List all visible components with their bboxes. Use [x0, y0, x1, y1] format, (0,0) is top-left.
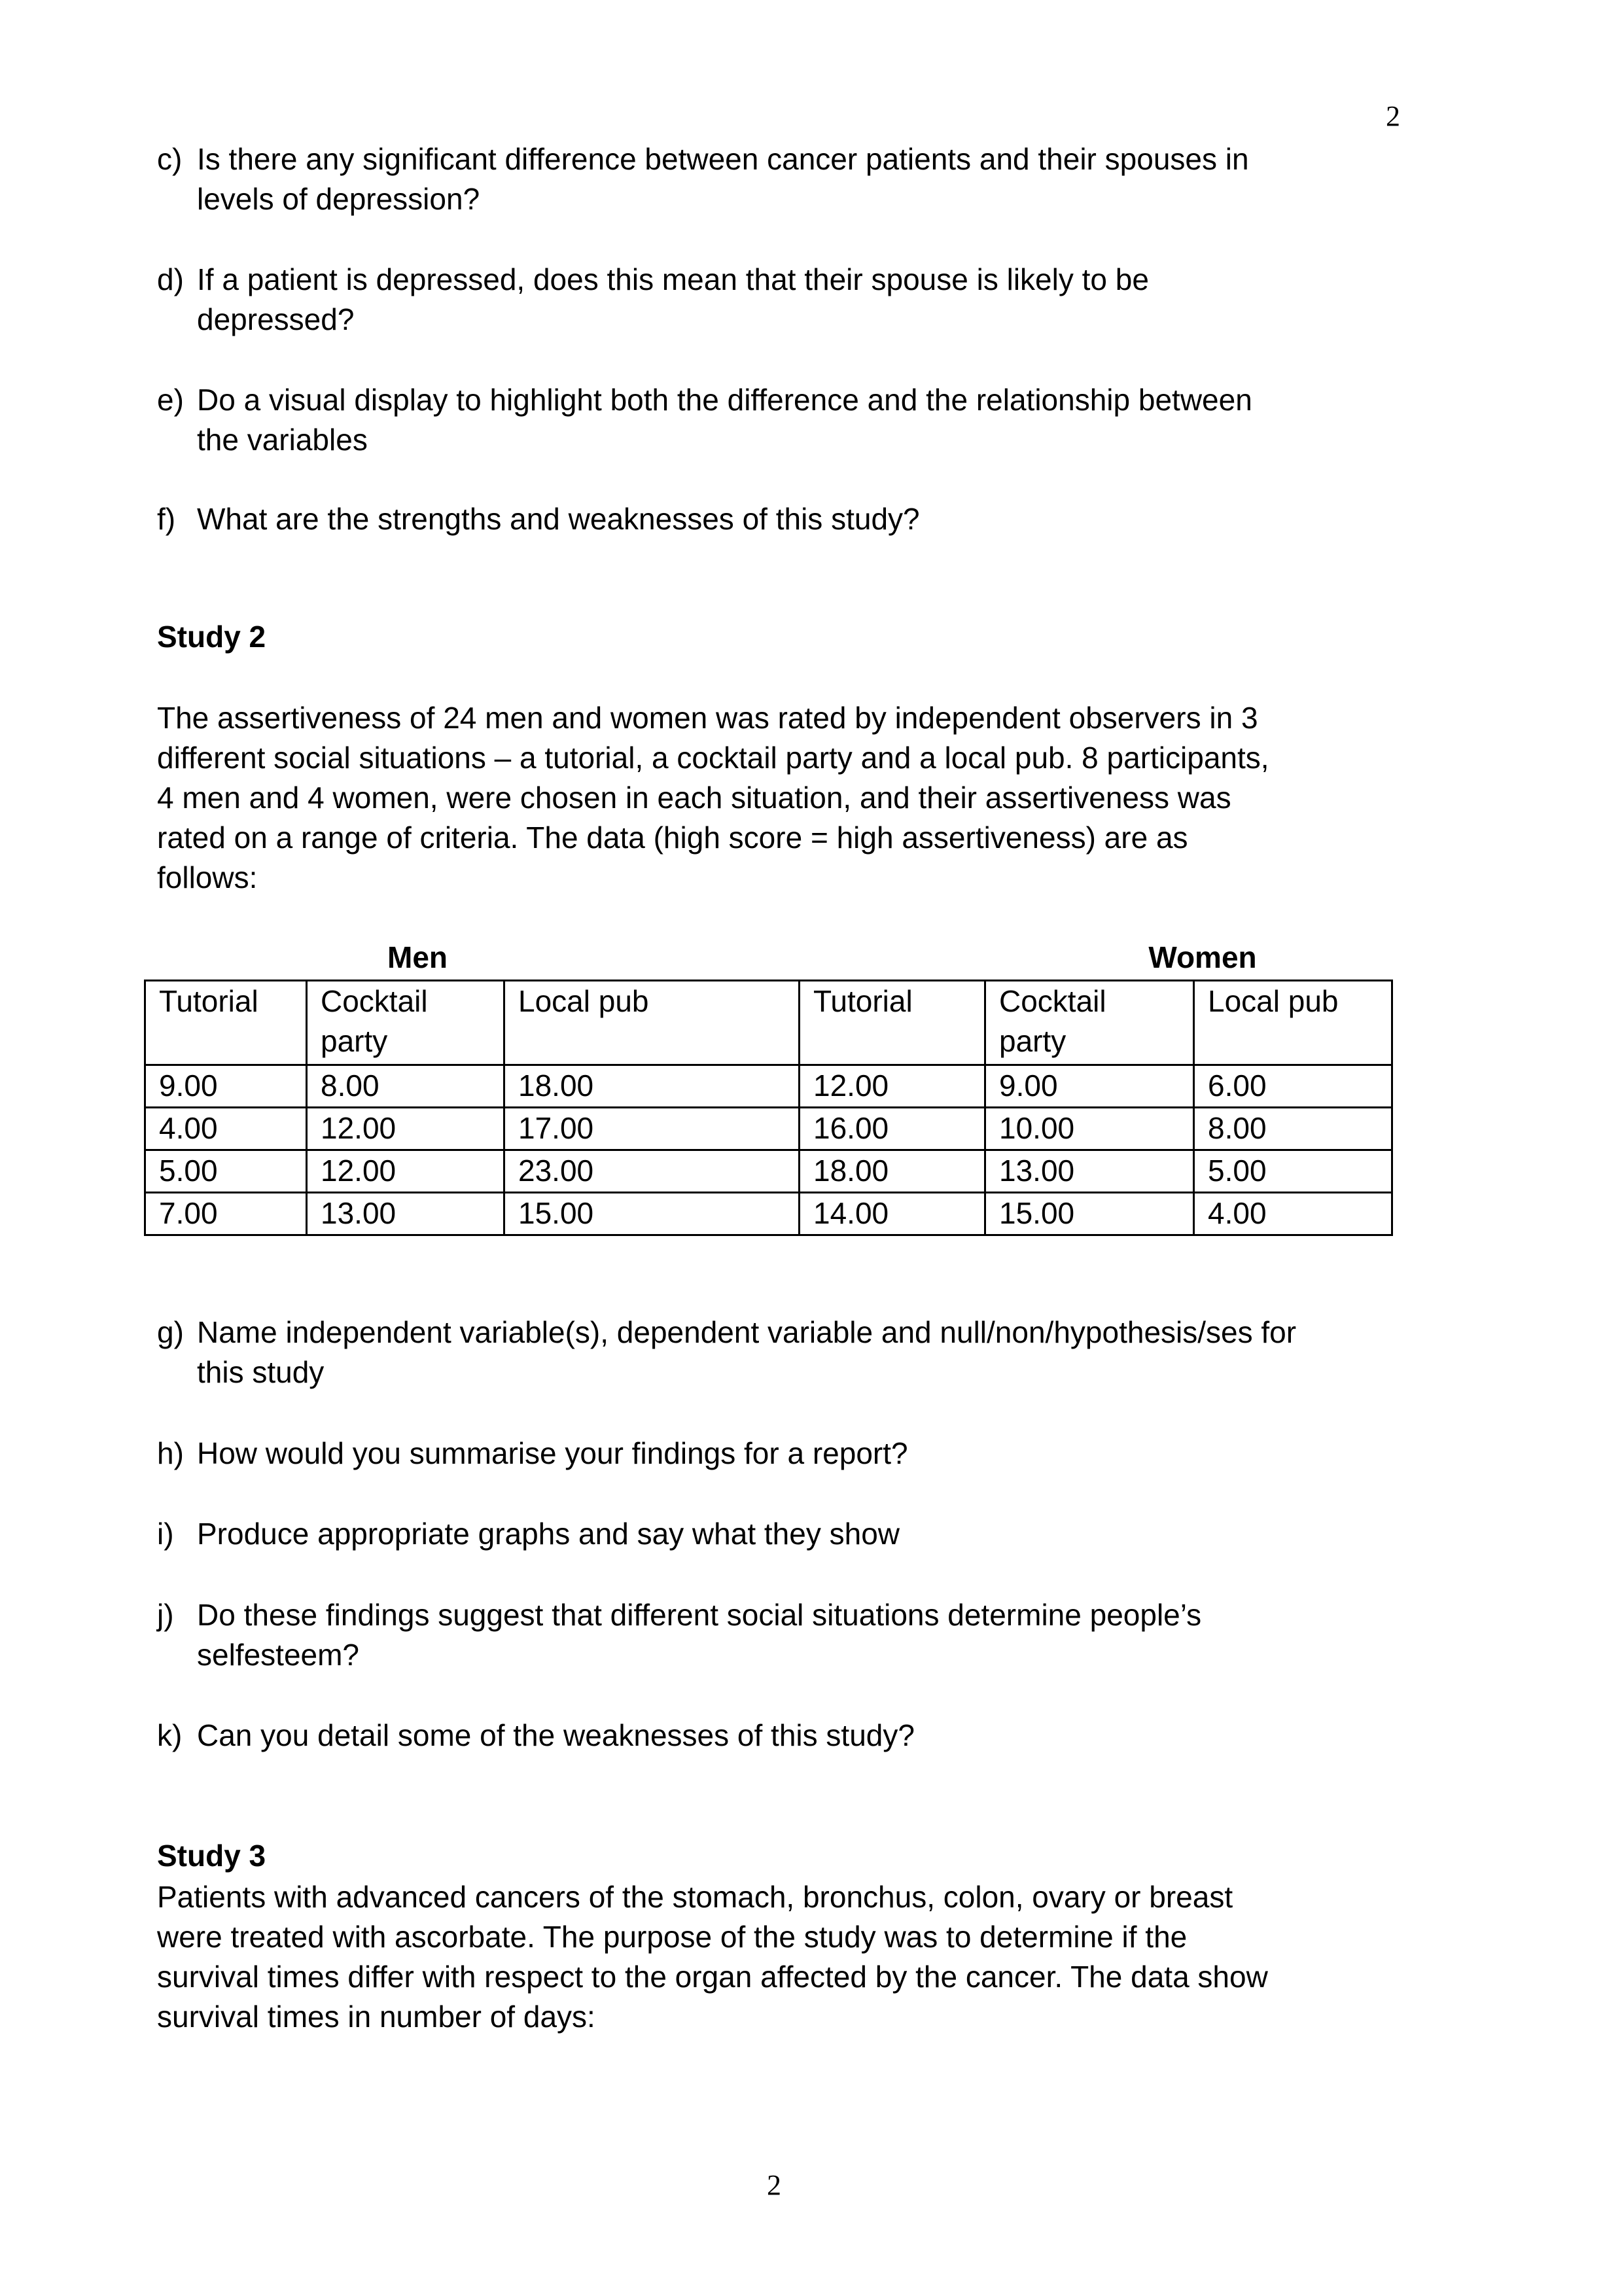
question-label: g) [157, 1315, 184, 1349]
question-text: levels of depression? [197, 182, 480, 216]
study-3-heading: Study 3 [157, 1839, 266, 1873]
question-label: h) [157, 1436, 184, 1470]
table-cell: 7.00 [145, 1193, 307, 1235]
question-text: If a patient is depressed, does this mean that their spouse is likely to be [197, 262, 1149, 296]
group-header-women: Women [1148, 940, 1257, 974]
table-cell: 6.00 [1194, 1065, 1392, 1108]
table-cell: 15.00 [985, 1193, 1194, 1235]
question-text: Do these findings suggest that different social situations determine people’s [197, 1598, 1202, 1632]
column-header-line: Tutorial [813, 984, 913, 1018]
table-cell: 18.00 [504, 1065, 800, 1108]
question-item [157, 1716, 915, 1756]
question-text: Name independent variable(s), dependent variable and null/non/hypothesis/ses for [197, 1315, 1297, 1349]
question-text: Is there any significant difference between cancer patients and their spouses in [197, 142, 1249, 176]
question-label: i) [157, 1517, 174, 1551]
question-item [157, 1595, 1201, 1675]
table-cell: 13.00 [307, 1193, 504, 1235]
question-text: How would you summarise your findings for a report? [197, 1436, 908, 1470]
study-3-paragraph [157, 1877, 1268, 2037]
column-header-line: Local pub [518, 984, 649, 1018]
column-header-line: party [999, 1024, 1067, 1058]
study-2-heading: Study 2 [157, 620, 266, 654]
table-cell: 13.00 [985, 1150, 1194, 1193]
question-label: j) [157, 1598, 174, 1632]
question-text: What are the strengths and weaknesses of this study? [197, 502, 920, 536]
text-line: Patients with advanced cancers of the stomach, bronchus, colon, ovary or breast [157, 1880, 1233, 1914]
column-header-line: party [321, 1024, 388, 1058]
table-cell: 12.00 [307, 1150, 504, 1193]
table-row [145, 1150, 1392, 1193]
table-cell: 9.00 [145, 1065, 307, 1108]
question-text: the variables [197, 423, 368, 457]
text-line: 4 men and 4 women, were chosen in each situation, and their assertiveness was [157, 781, 1231, 815]
table-header-row [145, 981, 1392, 1065]
question-label: d) [157, 262, 184, 296]
table-row [145, 1193, 1392, 1235]
column-header [504, 981, 800, 1065]
table-cell: 5.00 [1194, 1150, 1392, 1193]
question-label: e) [157, 383, 184, 417]
table-cell: 12.00 [800, 1065, 985, 1108]
table-cell: 4.00 [1194, 1193, 1392, 1235]
table-cell: 14.00 [800, 1193, 985, 1235]
table-cell: 16.00 [800, 1108, 985, 1150]
table-row [145, 1108, 1392, 1150]
table-cell: 9.00 [985, 1065, 1194, 1108]
question-item [157, 1514, 900, 1554]
text-line: survival times differ with respect to the organ affected by the cancer. The data show [157, 1960, 1268, 1994]
column-header [307, 981, 504, 1065]
question-text: Do a visual display to highlight both the difference and the relationship between [197, 383, 1252, 417]
table-cell: 17.00 [504, 1108, 800, 1150]
text-line: rated on a range of criteria. The data (high score = high assertiveness) are as [157, 821, 1188, 855]
question-label: k) [157, 1718, 183, 1752]
table-cell: 23.00 [504, 1150, 800, 1193]
column-header [800, 981, 985, 1065]
text-line: were treated with ascorbate. The purpose of the study was to determine if the [157, 1920, 1188, 1954]
table-cell: 5.00 [145, 1150, 307, 1193]
question-item [157, 139, 1249, 219]
question-text: Can you detail some of the weaknesses of this study? [197, 1718, 915, 1752]
table-cell: 18.00 [800, 1150, 985, 1193]
column-header [1194, 981, 1392, 1065]
table-cell: 15.00 [504, 1193, 800, 1235]
table-cell: 10.00 [985, 1108, 1194, 1150]
question-item [157, 380, 1252, 460]
column-header-line: Local pub [1208, 984, 1339, 1018]
text-line: different social situations – a tutorial, a cocktail party and a local pub. 8 participants, [157, 741, 1269, 775]
page-number-top: 2 [1386, 100, 1400, 132]
text-line: follows: [157, 860, 258, 894]
text-line: The assertiveness of 24 men and women was rated by independent observers in 3 [157, 701, 1258, 735]
question-item [157, 1434, 908, 1474]
column-header-line: Cocktail [321, 984, 428, 1018]
column-header-line: Cocktail [999, 984, 1106, 1018]
question-text: depressed? [197, 302, 355, 336]
question-text: selfesteem? [197, 1638, 360, 1672]
question-item [157, 260, 1149, 340]
table-cell: 8.00 [307, 1065, 504, 1108]
group-header-men: Men [387, 940, 448, 974]
column-header-line: Tutorial [159, 984, 258, 1018]
page-number-bottom: 2 [767, 2169, 781, 2201]
table-cell: 4.00 [145, 1108, 307, 1150]
table-row [145, 1065, 1392, 1108]
question-label: f) [157, 502, 176, 536]
question-text: this study [197, 1355, 325, 1389]
table-cell: 12.00 [307, 1108, 504, 1150]
question-label: c) [157, 142, 183, 176]
table-cell: 8.00 [1194, 1108, 1392, 1150]
column-header [985, 981, 1194, 1065]
column-header [145, 981, 307, 1065]
question-item [157, 1313, 1296, 1392]
question-item [157, 499, 920, 539]
text-line: survival times in number of days: [157, 2000, 595, 2034]
question-text: Produce appropriate graphs and say what they show [197, 1517, 900, 1551]
study-2-paragraph [157, 698, 1269, 898]
assertiveness-table [144, 980, 1393, 1236]
